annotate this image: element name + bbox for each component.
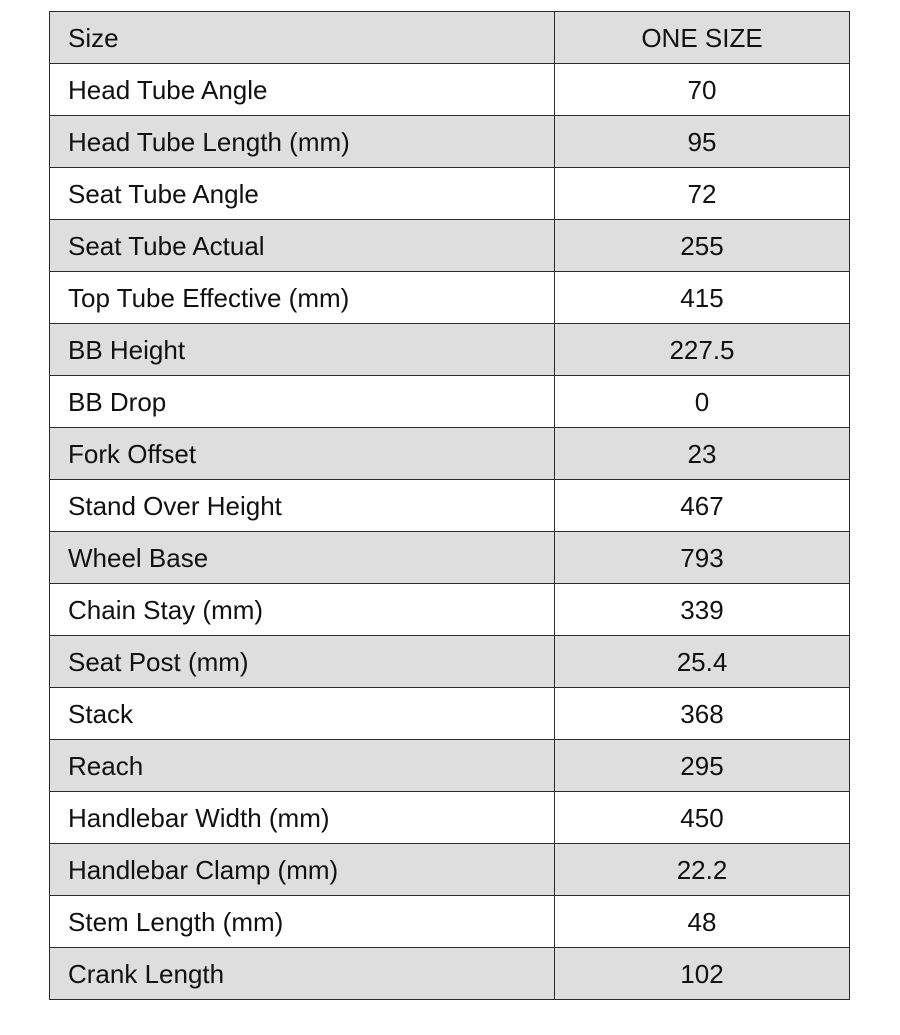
row-value: 70 <box>555 64 850 116</box>
table-row <box>50 272 850 324</box>
row-value: 793 <box>555 532 850 584</box>
row-label: BB Height <box>50 324 555 376</box>
table-row <box>50 324 850 376</box>
table-row <box>50 740 850 792</box>
row-value: 72 <box>555 168 850 220</box>
table-row <box>50 64 850 116</box>
row-value: 48 <box>555 896 850 948</box>
row-label: Handlebar Width (mm) <box>50 792 555 844</box>
row-value: 339 <box>555 584 850 636</box>
row-value: 450 <box>555 792 850 844</box>
row-value: 255 <box>555 220 850 272</box>
row-label: Stem Length (mm) <box>50 896 555 948</box>
row-value: 415 <box>555 272 850 324</box>
header-label-cell: Size <box>50 12 555 64</box>
row-value: 102 <box>555 948 850 1000</box>
geometry-table <box>49 11 850 1000</box>
table-row <box>50 428 850 480</box>
table-row <box>50 532 850 584</box>
row-label: Head Tube Angle <box>50 64 555 116</box>
row-value: 295 <box>555 740 850 792</box>
row-label: Fork Offset <box>50 428 555 480</box>
row-value: 467 <box>555 480 850 532</box>
row-label: Reach <box>50 740 555 792</box>
row-value: 95 <box>555 116 850 168</box>
geometry-table-body <box>50 12 850 1000</box>
row-label: Handlebar Clamp (mm) <box>50 844 555 896</box>
table-row <box>50 220 850 272</box>
header-value-cell: ONE SIZE <box>555 12 850 64</box>
table-row <box>50 688 850 740</box>
row-value: 25.4 <box>555 636 850 688</box>
table-row <box>50 376 850 428</box>
row-value: 23 <box>555 428 850 480</box>
row-value: 227.5 <box>555 324 850 376</box>
row-label: Top Tube Effective (mm) <box>50 272 555 324</box>
table-row <box>50 584 850 636</box>
row-label: Seat Tube Actual <box>50 220 555 272</box>
row-label: Wheel Base <box>50 532 555 584</box>
table-row <box>50 792 850 844</box>
table-row <box>50 116 850 168</box>
table-row <box>50 480 850 532</box>
row-label: Chain Stay (mm) <box>50 584 555 636</box>
table-row <box>50 948 850 1000</box>
row-value: 22.2 <box>555 844 850 896</box>
table-row <box>50 896 850 948</box>
table-row <box>50 168 850 220</box>
row-value: 368 <box>555 688 850 740</box>
row-label: Head Tube Length (mm) <box>50 116 555 168</box>
row-label: Stand Over Height <box>50 480 555 532</box>
row-label: Stack <box>50 688 555 740</box>
table-row <box>50 636 850 688</box>
row-label: BB Drop <box>50 376 555 428</box>
table-row <box>50 844 850 896</box>
row-label: Crank Length <box>50 948 555 1000</box>
row-value: 0 <box>555 376 850 428</box>
row-label: Seat Post (mm) <box>50 636 555 688</box>
table-header-row <box>50 12 850 64</box>
row-label: Seat Tube Angle <box>50 168 555 220</box>
